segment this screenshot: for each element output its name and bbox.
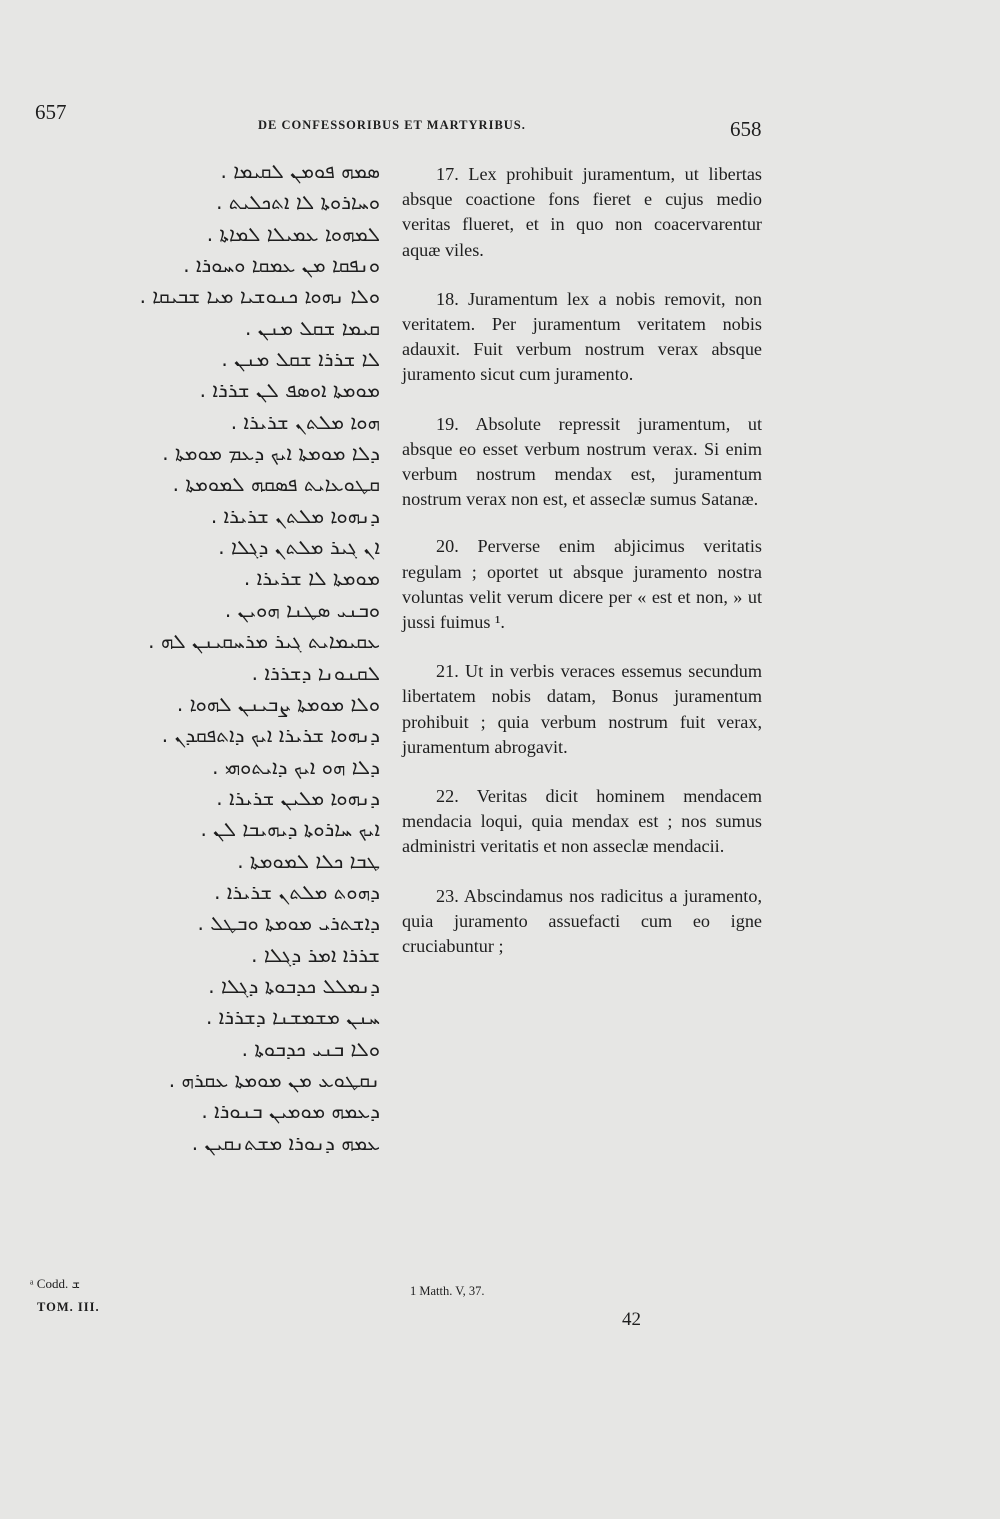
syriac-line: ܘܠܐ ܒܢܝ ܟܕܒܘܬܐ . (241, 1036, 380, 1061)
latin-paragraph: 21. Ut in verbis veraces essemus secundum libertatem nobis datam, Bonus juramentum prohibuit ; quia verbum nostrum fuit verax, juramentum abrogavit. (402, 661, 762, 757)
latin-paragraph: 20. Perverse enim abjicimus veritatis regulam ; oportet ut absque juramento nostra voluntas velit verum dicere per « est et non, » ut jussi fuimus ¹. (402, 536, 762, 633)
running-title: DE CONFESSORIBUS ET MARTYRIBUS. (258, 118, 526, 132)
syriac-line: ܫܪܪܐ ܐܡܪ ܕܓܠܐ . (251, 942, 380, 967)
syriac-line: ܘܒܢܝ ܣܛܢܐ ܗܘܝܢ . (224, 597, 380, 622)
syriac-line: ܡܘܡܬܐ ܐܘܣܦ ܠܢ ܫܪܪܐ . (199, 378, 380, 403)
syriac-line: ܢܩܛܘܥ ܡܢ ܡܘܡܬܐ ܥܩܪܗ . (168, 1067, 380, 1092)
latin-paragraph: 17. Lex prohibuit juramentum, ut libertas absque coactione fons fieret e cujus medio veritas flueret, et in quo non coacervarentur aquæ viles. (402, 164, 762, 260)
volume-label: TOM. III. (37, 1300, 100, 1314)
syriac-line: ܡܘܡܬܐ ܠܐ ܫܪܝܪܐ . (243, 566, 380, 591)
syriac-line: ܠܐ ܫܪܪܐ ܫܩܠ ܡܢܢ . (221, 347, 380, 372)
syriac-line: ܠܩܢܘܢܐ ܕܫܪܪܐ . (251, 660, 380, 685)
syriac-line: ܕܢܗܘܐ ܡܠܝܢ ܫܪܝܪܐ . (216, 785, 380, 810)
latin-paragraph: 18. Juramentum lex a nobis removit, non veritatem. Per juramentum veritatem nobis adauxit. Fuit verbum nostrum verax absque juramento sicut cum juramento. (402, 288, 762, 385)
syriac-line: ܛܒܐ ܟܠܐ ܠܡܘܡܬܐ . (237, 848, 380, 873)
syriac-line: ܩܝܡܐ ܫܩܠ ܡܢܢ . (245, 315, 380, 340)
right-footnote: 1 Matth. V, 37. (410, 1284, 485, 1298)
left-footnote: ᵃ Codd. ܫ (30, 1276, 80, 1291)
latin-column (402, 162, 762, 983)
syriac-line: ܥܩܝܡܐܝܬ ܓܝܪ ܡܪܚܩܝܢܢ ܠܗ . (148, 629, 380, 654)
syriac-line: ܣܡܗ ܦܘܡܢ ܠܩܝܡܐ . (220, 159, 380, 183)
right-page-number: 658 (730, 117, 762, 141)
syriac-line: ܘܚܐܪܘܬܐ ܠܐ ܐܬܟܠܝܬ . (216, 190, 380, 215)
syriac-line: ܕܐܫܬܪܝ ܡܘܡܬܐ ܘܒܛܠ . (197, 911, 380, 936)
signature-mark: 42 (622, 1309, 641, 1330)
syriac-line: ܐܝܟ ܚܐܪܘܬܐ ܕܝܗܝܒܐ ܠܢ . (200, 817, 380, 842)
syriac-line: ܕܢܗܘܐ ܡܠܬܢ ܫܪܝܪܐ . (210, 503, 380, 528)
left-page-number: 657 (35, 100, 67, 124)
syriac-line: ܕܗܘܬ ܡܠܬܢ ܫܪܝܪܐ . (214, 879, 380, 904)
syriac-line: ܕܠܐ ܡܘܡܬܐ ܐܝܟ ܕܥܡ ܡܘܡܬܐ . (162, 441, 380, 466)
syriac-line: ܠܡܗܘܐ ܥܡܝܠܐ ܠܡܐܬܐ . (206, 221, 380, 246)
syriac-line: ܐܢ ܓܝܪ ܡܠܬܢ ܕܓܠܐ . (218, 535, 380, 560)
syriac-line: ܥܡܗ ܕܢܘܪܐ ܡܫܬܢܩܝܢ . (191, 1130, 380, 1155)
syriac-line: ܗܘܐ ܡܠܬܢ ܫܪܝܪܐ . (230, 409, 380, 434)
syriac-line: ܩܛܘܥܐܝܬ ܦܣܩܗ ܠܡܘܡܬܐ . (172, 472, 380, 497)
syriac-line: ܕܥܡܗ ܡܘܡܝܢ ܒܢܘܪܐ . (201, 1099, 380, 1124)
syriac-column (139, 156, 380, 1159)
latin-paragraph: 19. Absolute repressit juramentum, ut absque eo esset verbum nostrum verax. Si enim verbum nostrum mendax est, juramentum nostrum verax non est, et asseclæ sumus Satanæ. (402, 413, 762, 510)
latin-paragraph: 23. Abscindamus nos radicitus a juramento, quia juramento assuefacti cum eo igne cruciabuntur ; (402, 885, 762, 957)
syriac-line: ܕܢܡܠܠ ܟܕܒܘܬܐ ܕܓܠܐ . (208, 973, 380, 998)
syriac-line: ܕܠܐ ܗܘ ܐܝܟ ܕܐܝܬܘܗܝ . (212, 754, 380, 779)
syriac-line: ܕܢܗܘܐ ܫܪܝܪܐ ܐܝܟ ܕܐܬܦܩܕܢ . (161, 723, 380, 748)
syriac-line: ܘܠܐ ܢܗܘܐ ܟܢܘܫܝܐ ܡܝܐ ܫܒܝܩܐ . (139, 284, 380, 309)
syriac-line: ܚܢܢ ܡܫܡܫܢܐ ܕܫܪܪܐ . (205, 1005, 380, 1030)
latin-paragraph: 22. Veritas dicit hominem mendacem mendacia loqui, quia mendax est ; nos sumus administri veritatis et non asseclæ mendacii. (402, 786, 762, 857)
syriac-line: ܘܢܦܩܐ ܡܢ ܥܡܩܐ ܘܚܘܪܐ . (183, 253, 380, 278)
syriac-line: ܘܠܐ ܡܘܡܬܐ ܨܒܝܢܢ ܠܗܘܐ . (176, 691, 380, 716)
